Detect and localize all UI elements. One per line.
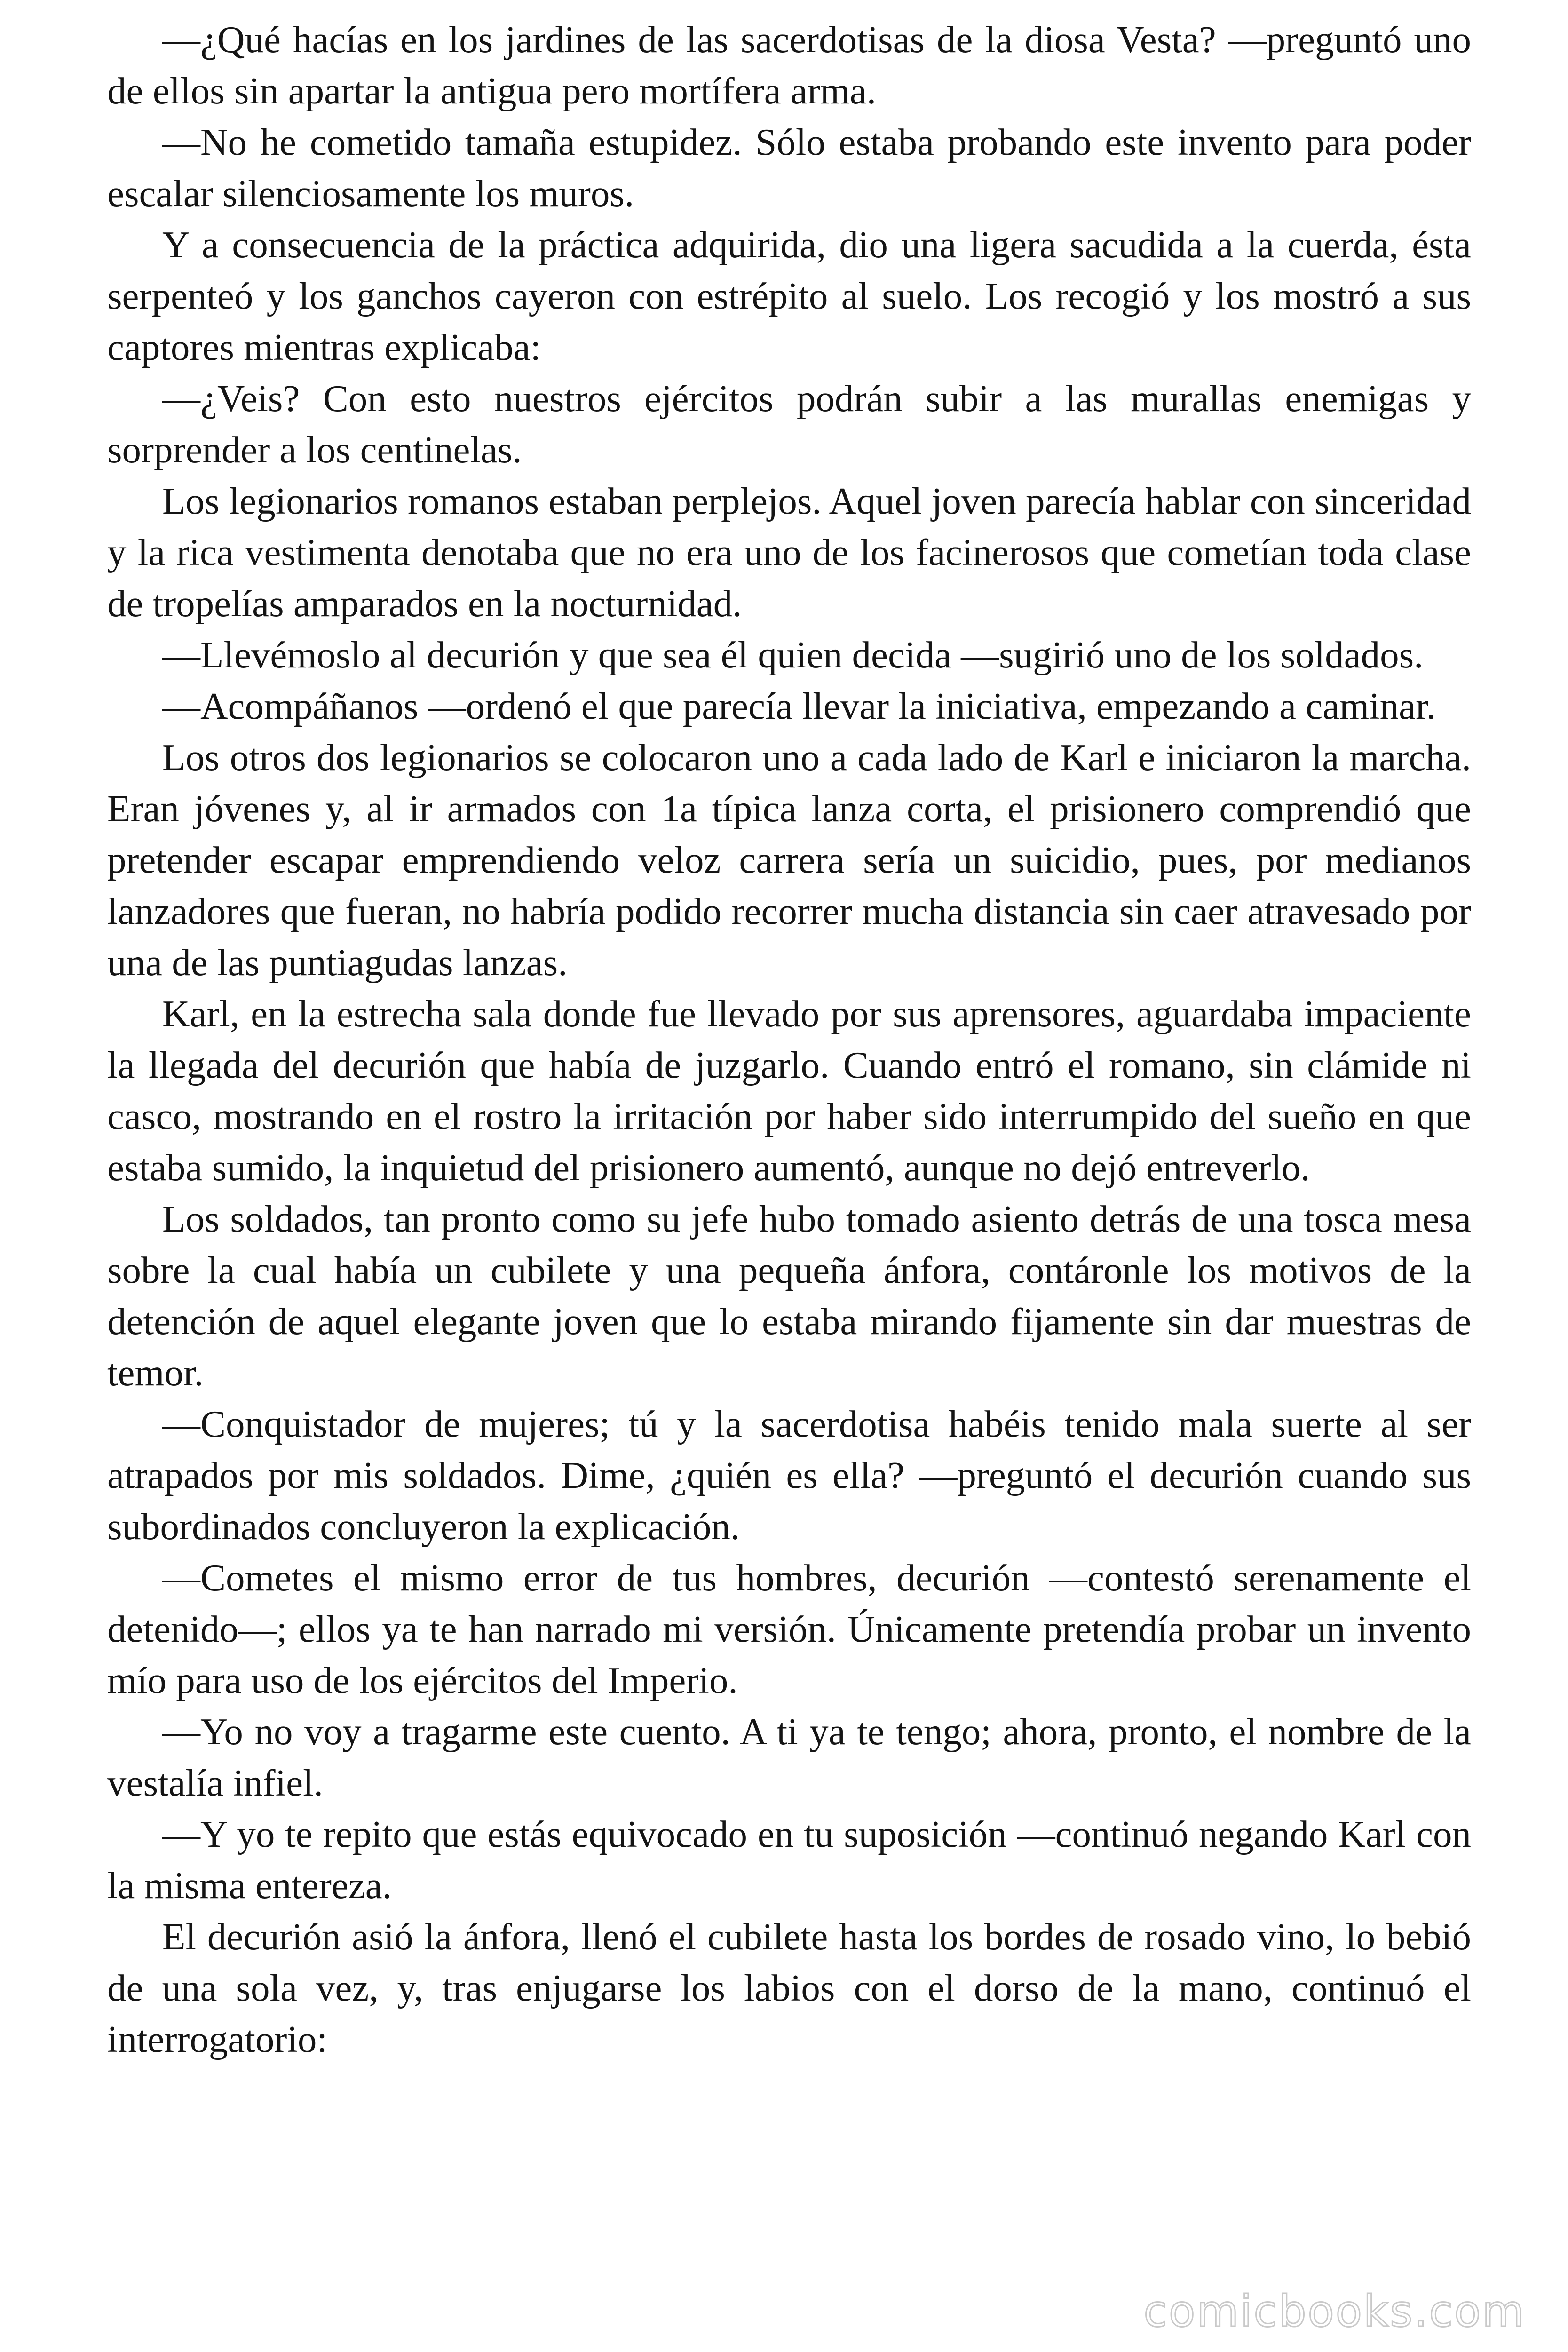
paragraph-4: —¿Veis? Con esto nuestros ejércitos podrán subir a las murallas enemigas y sorprender a los centinelas. [107,377,1471,471]
paragraph-3: Y a consecuencia de la práctica adquirida, dio una ligera sacudida a la cuerda, ésta serpenteó y los ganchos cayeron con estrépito al suelo. Los recogió y los mostró a sus captores mientras explicaba: [107,223,1471,368]
paragraph-5: Los legionarios romanos estaban perplejos. Aquel joven parecía hablar con sinceridad y la rica vestimenta denotaba que no era uno de los facinerosos que cometían toda clase de tropelías amparados en la nocturnidad. [107,480,1471,625]
paragraph-7: —Acompáñanos —ordenó el que parecía llevar la iniciativa, empezando a caminar. [162,685,1436,727]
paragraph-15: El decurión asió la ánfora, llenó el cubilete hasta los bordes de rosado vino, lo bebió de una sola vez, y, tras enjugarse los labios con el dorso de la mano, continuó el interrogatorio: [107,1915,1471,2060]
paragraph-8: Los otros dos legionarios se colocaron uno a cada lado de Karl e iniciaron la marcha. Eran jóvenes y, al ir armados con 1a típica lanza corta, el prisionero comprendió que pretender escapar emprendiendo veloz carrera sería un suicidio, pues, por medianos lanzadores que fueran, no habría podido recorrer mucha distancia sin caer atravesado por una de las puntiagudas lanzas. [107,736,1471,984]
paragraph-2: —No he cometido tamaña estupidez. Sólo estaba probando este invento para poder escalar silenciosamente los muros. [107,121,1471,215]
paragraph-6: —Llevémoslo al decurión y que sea él quien decida —sugirió uno de los soldados. [162,634,1424,676]
document-page [107,14,1471,2065]
watermark: comicbooks.com [1143,2286,1526,2336]
paragraph-11: —Conquistador de mujeres; tú y la sacerdotisa habéis tenido mala suerte al ser atrapados por mis soldados. Dime, ¿quién es ella? —preguntó el decurión cuando sus subordinados concluyeron la explicación. [107,1403,1471,1548]
paragraph-9: Karl, en la estrecha sala donde fue llevado por sus aprensores, aguardaba impaciente la llegada del decurión que había de juzgarlo. Cuando entró el romano, sin clámide ni casco, mostrando en el rostro la irritación por haber sido interrumpido del sueño en que estaba sumido, la inquietud del prisionero aumentó, aunque no dejó entreverlo. [107,993,1471,1189]
paragraph-1: —¿Qué hacías en los jardines de las sacerdotisas de la diosa Vesta? —preguntó uno de ellos sin apartar la antigua pero mortífera arma. [107,18,1471,112]
paragraph-13: —Yo no voy a tragarme este cuento. A ti ya te tengo; ahora, pronto, el nombre de la vestalía infiel. [107,1710,1471,1804]
paragraph-14: —Y yo te repito que estás equivocado en tu suposición —continuó negando Karl con la misma entereza. [107,1813,1471,1907]
paragraph-12: —Cometes el mismo error de tus hombres, decurión —contestó serenamente el detenido—; ellos ya te han narrado mi versión. Únicamente pretendía probar un invento mío para uso de los ejércitos del Imperio. [107,1557,1471,1701]
paragraph-10: Los soldados, tan pronto como su jefe hubo tomado asiento detrás de una tosca mesa sobre la cual había un cubilete y una pequeña ánfora, contáronle los motivos de la detención de aquel elegante joven que lo estaba mirando fijamente sin dar muestras de temor. [107,1198,1471,1394]
